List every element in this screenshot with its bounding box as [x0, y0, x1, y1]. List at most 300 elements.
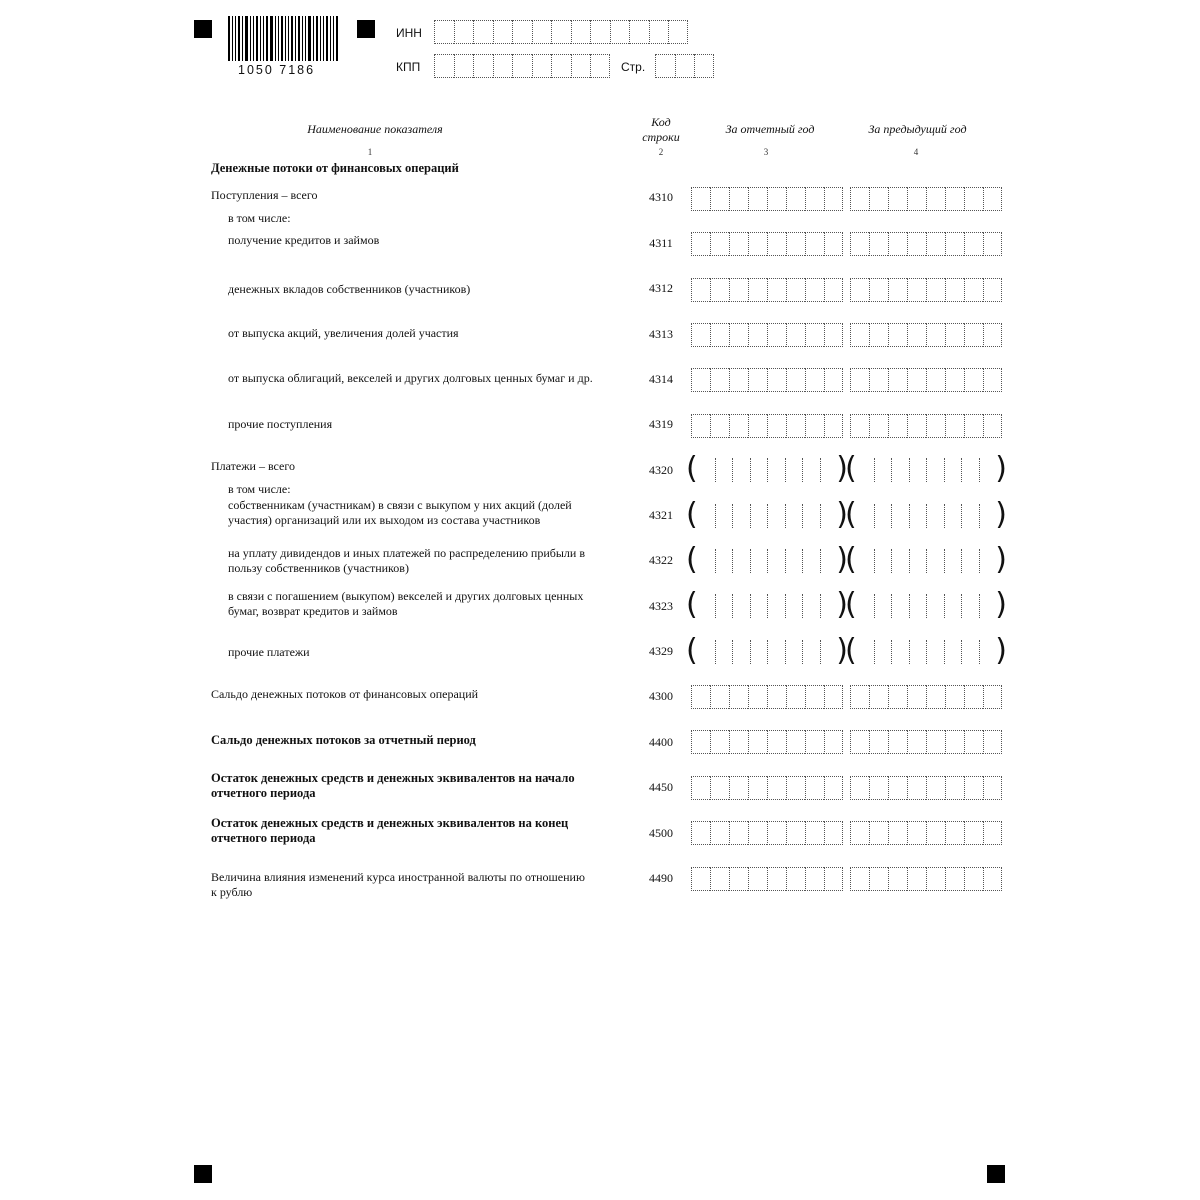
digit-cell[interactable] — [824, 323, 843, 347]
digit-cell[interactable] — [512, 54, 532, 78]
digit-cell[interactable] — [820, 640, 838, 664]
digit-cell[interactable] — [869, 685, 888, 709]
digit-cell[interactable] — [748, 821, 767, 845]
digit-cell[interactable] — [926, 232, 945, 256]
digit-cell[interactable] — [767, 730, 786, 754]
digit-cell[interactable] — [805, 368, 824, 392]
digit-cell[interactable] — [748, 685, 767, 709]
digit-cell[interactable] — [945, 730, 964, 754]
digit-cell[interactable] — [926, 867, 945, 891]
digit-cell[interactable] — [750, 504, 768, 528]
digit-cell[interactable] — [888, 187, 907, 211]
row-4319-current-field[interactable] — [691, 414, 843, 438]
digit-cell[interactable] — [824, 867, 843, 891]
digit-cell[interactable] — [767, 867, 786, 891]
digit-cell[interactable] — [697, 549, 715, 573]
digit-cell[interactable] — [850, 187, 869, 211]
digit-cell[interactable] — [907, 867, 926, 891]
digit-cell[interactable] — [786, 730, 805, 754]
digit-cell[interactable] — [888, 232, 907, 256]
digit-cell[interactable] — [729, 278, 748, 302]
digit-cell[interactable] — [786, 821, 805, 845]
digit-cell[interactable] — [729, 368, 748, 392]
digit-cell[interactable] — [926, 278, 945, 302]
digit-cell[interactable] — [926, 594, 944, 618]
digit-cell[interactable] — [850, 414, 869, 438]
digit-cell[interactable] — [710, 187, 729, 211]
digit-cell[interactable] — [869, 187, 888, 211]
digit-cell[interactable] — [888, 867, 907, 891]
digit-cell[interactable] — [824, 278, 843, 302]
digit-cell[interactable] — [767, 368, 786, 392]
digit-cell[interactable] — [964, 232, 983, 256]
digit-cell[interactable] — [786, 867, 805, 891]
digit-cell[interactable] — [493, 20, 513, 44]
digit-cell[interactable] — [512, 20, 532, 44]
digit-cell[interactable] — [715, 504, 733, 528]
digit-cell[interactable] — [767, 458, 785, 482]
digit-cell[interactable] — [891, 640, 909, 664]
digit-cell[interactable] — [710, 730, 729, 754]
digit-cell[interactable] — [891, 504, 909, 528]
digit-cell[interactable] — [767, 821, 786, 845]
digit-cell[interactable] — [748, 323, 767, 347]
digit-cell[interactable] — [964, 278, 983, 302]
digit-cell[interactable] — [888, 414, 907, 438]
digit-cell[interactable] — [983, 278, 1002, 302]
digit-cell[interactable] — [888, 730, 907, 754]
digit-cell[interactable] — [926, 504, 944, 528]
digit-cell[interactable] — [697, 594, 715, 618]
digit-cell[interactable] — [856, 640, 874, 664]
digit-cell[interactable] — [945, 368, 964, 392]
digit-cell[interactable] — [979, 594, 997, 618]
digit-cell[interactable] — [729, 776, 748, 800]
row-4322-current-field[interactable] — [686, 542, 848, 577]
row-4321-previous-field[interactable] — [845, 497, 1007, 532]
digit-cell[interactable] — [909, 458, 927, 482]
row-4322-previous-field[interactable] — [845, 542, 1007, 577]
digit-cell[interactable] — [850, 278, 869, 302]
digit-cell[interactable] — [715, 640, 733, 664]
digit-cell[interactable] — [729, 187, 748, 211]
digit-cell[interactable] — [850, 730, 869, 754]
row-4320-previous-field[interactable] — [845, 451, 1007, 486]
digit-cell[interactable] — [907, 368, 926, 392]
digit-cell[interactable] — [805, 232, 824, 256]
digit-cell[interactable] — [945, 867, 964, 891]
digit-cell[interactable] — [532, 54, 552, 78]
digit-cell[interactable] — [820, 549, 838, 573]
digit-cell[interactable] — [824, 776, 843, 800]
row-4500-previous-field[interactable] — [850, 821, 1002, 845]
row-4313-current-field[interactable] — [691, 323, 843, 347]
digit-cell[interactable] — [869, 323, 888, 347]
digit-cell[interactable] — [983, 821, 1002, 845]
digit-cell[interactable] — [964, 323, 983, 347]
digit-cell[interactable] — [820, 458, 838, 482]
digit-cell[interactable] — [964, 867, 983, 891]
digit-cell[interactable] — [732, 458, 750, 482]
digit-cell[interactable] — [869, 867, 888, 891]
digit-cell[interactable] — [945, 685, 964, 709]
digit-cell[interactable] — [767, 187, 786, 211]
row-4400-previous-field[interactable] — [850, 730, 1002, 754]
row-4314-previous-field[interactable] — [850, 368, 1002, 392]
digit-cell[interactable] — [786, 368, 805, 392]
digit-cell[interactable] — [571, 54, 591, 78]
digit-cell[interactable] — [983, 368, 1002, 392]
digit-cell[interactable] — [691, 323, 710, 347]
digit-cell[interactable] — [964, 368, 983, 392]
digit-cell[interactable] — [551, 54, 571, 78]
digit-cell[interactable] — [888, 278, 907, 302]
digit-cell[interactable] — [715, 458, 733, 482]
row-4323-current-field[interactable] — [686, 587, 848, 622]
digit-cell[interactable] — [888, 776, 907, 800]
digit-cell[interactable] — [767, 414, 786, 438]
digit-cell[interactable] — [691, 685, 710, 709]
digit-cell[interactable] — [983, 867, 1002, 891]
digit-cell[interactable] — [691, 730, 710, 754]
digit-cell[interactable] — [945, 187, 964, 211]
row-4311-previous-field[interactable] — [850, 232, 1002, 256]
digit-cell[interactable] — [710, 232, 729, 256]
digit-cell[interactable] — [805, 821, 824, 845]
row-4314-current-field[interactable] — [691, 368, 843, 392]
digit-cell[interactable] — [493, 54, 513, 78]
digit-cell[interactable] — [907, 776, 926, 800]
digit-cell[interactable] — [590, 54, 610, 78]
row-4312-current-field[interactable] — [691, 278, 843, 302]
row-4310-current-field[interactable] — [691, 187, 843, 211]
digit-cell[interactable] — [434, 20, 454, 44]
digit-cell[interactable] — [729, 232, 748, 256]
digit-cell[interactable] — [748, 414, 767, 438]
digit-cell[interactable] — [909, 594, 927, 618]
digit-cell[interactable] — [874, 640, 892, 664]
digit-cell[interactable] — [888, 685, 907, 709]
digit-cell[interactable] — [979, 640, 997, 664]
digit-cell[interactable] — [732, 504, 750, 528]
digit-cell[interactable] — [629, 20, 649, 44]
digit-cell[interactable] — [856, 594, 874, 618]
row-4500-current-field[interactable] — [691, 821, 843, 845]
digit-cell[interactable] — [748, 278, 767, 302]
row-4311-current-field[interactable] — [691, 232, 843, 256]
digit-cell[interactable] — [750, 640, 768, 664]
digit-cell[interactable] — [750, 458, 768, 482]
digit-cell[interactable] — [748, 867, 767, 891]
digit-cell[interactable] — [767, 232, 786, 256]
digit-cell[interactable] — [888, 821, 907, 845]
digit-cell[interactable] — [710, 776, 729, 800]
digit-cell[interactable] — [802, 549, 820, 573]
digit-cell[interactable] — [869, 730, 888, 754]
digit-cell[interactable] — [571, 20, 591, 44]
digit-cell[interactable] — [767, 504, 785, 528]
digit-cell[interactable] — [874, 458, 892, 482]
digit-cell[interactable] — [715, 549, 733, 573]
digit-cell[interactable] — [850, 776, 869, 800]
digit-cell[interactable] — [979, 458, 997, 482]
digit-cell[interactable] — [850, 685, 869, 709]
digit-cell[interactable] — [697, 458, 715, 482]
digit-cell[interactable] — [785, 594, 803, 618]
digit-cell[interactable] — [824, 414, 843, 438]
digit-cell[interactable] — [944, 640, 962, 664]
digit-cell[interactable] — [961, 640, 979, 664]
digit-cell[interactable] — [732, 594, 750, 618]
digit-cell[interactable] — [961, 504, 979, 528]
digit-cell[interactable] — [691, 187, 710, 211]
digit-cell[interactable] — [824, 232, 843, 256]
digit-cell[interactable] — [532, 20, 552, 44]
digit-cell[interactable] — [944, 458, 962, 482]
digit-cell[interactable] — [869, 414, 888, 438]
digit-cell[interactable] — [909, 504, 927, 528]
digit-cell[interactable] — [926, 549, 944, 573]
digit-cell[interactable] — [434, 54, 454, 78]
digit-cell[interactable] — [869, 368, 888, 392]
digit-cell[interactable] — [748, 187, 767, 211]
digit-cell[interactable] — [802, 458, 820, 482]
digit-cell[interactable] — [850, 232, 869, 256]
digit-cell[interactable] — [961, 549, 979, 573]
digit-cell[interactable] — [983, 232, 1002, 256]
digit-cell[interactable] — [805, 323, 824, 347]
digit-cell[interactable] — [856, 458, 874, 482]
digit-cell[interactable] — [945, 323, 964, 347]
digit-cell[interactable] — [729, 821, 748, 845]
digit-cell[interactable] — [888, 368, 907, 392]
digit-cell[interactable] — [850, 867, 869, 891]
digit-cell[interactable] — [926, 776, 945, 800]
digit-cell[interactable] — [907, 187, 926, 211]
inn-field[interactable] — [434, 20, 688, 44]
digit-cell[interactable] — [909, 640, 927, 664]
digit-cell[interactable] — [926, 187, 945, 211]
digit-cell[interactable] — [805, 867, 824, 891]
digit-cell[interactable] — [805, 187, 824, 211]
digit-cell[interactable] — [961, 594, 979, 618]
row-4312-previous-field[interactable] — [850, 278, 1002, 302]
digit-cell[interactable] — [926, 685, 945, 709]
digit-cell[interactable] — [767, 549, 785, 573]
row-4323-previous-field[interactable] — [845, 587, 1007, 622]
digit-cell[interactable] — [907, 685, 926, 709]
digit-cell[interactable] — [691, 232, 710, 256]
digit-cell[interactable] — [983, 414, 1002, 438]
digit-cell[interactable] — [805, 730, 824, 754]
digit-cell[interactable] — [926, 821, 945, 845]
digit-cell[interactable] — [869, 278, 888, 302]
digit-cell[interactable] — [983, 730, 1002, 754]
digit-cell[interactable] — [750, 594, 768, 618]
digit-cell[interactable] — [715, 594, 733, 618]
digit-cell[interactable] — [964, 821, 983, 845]
row-4319-previous-field[interactable] — [850, 414, 1002, 438]
digit-cell[interactable] — [691, 278, 710, 302]
digit-cell[interactable] — [668, 20, 688, 44]
digit-cell[interactable] — [944, 504, 962, 528]
digit-cell[interactable] — [729, 685, 748, 709]
digit-cell[interactable] — [820, 504, 838, 528]
digit-cell[interactable] — [786, 232, 805, 256]
digit-cell[interactable] — [983, 776, 1002, 800]
digit-cell[interactable] — [850, 821, 869, 845]
digit-cell[interactable] — [697, 504, 715, 528]
digit-cell[interactable] — [454, 20, 474, 44]
digit-cell[interactable] — [907, 278, 926, 302]
digit-cell[interactable] — [891, 458, 909, 482]
digit-cell[interactable] — [802, 504, 820, 528]
digit-cell[interactable] — [945, 776, 964, 800]
digit-cell[interactable] — [590, 20, 610, 44]
digit-cell[interactable] — [824, 368, 843, 392]
digit-cell[interactable] — [805, 776, 824, 800]
digit-cell[interactable] — [786, 278, 805, 302]
digit-cell[interactable] — [824, 821, 843, 845]
digit-cell[interactable] — [610, 20, 630, 44]
digit-cell[interactable] — [869, 232, 888, 256]
digit-cell[interactable] — [856, 549, 874, 573]
digit-cell[interactable] — [907, 232, 926, 256]
digit-cell[interactable] — [748, 776, 767, 800]
digit-cell[interactable] — [785, 458, 803, 482]
digit-cell[interactable] — [907, 323, 926, 347]
digit-cell[interactable] — [785, 504, 803, 528]
digit-cell[interactable] — [926, 414, 945, 438]
digit-cell[interactable] — [805, 278, 824, 302]
digit-cell[interactable] — [869, 776, 888, 800]
digit-cell[interactable] — [786, 685, 805, 709]
digit-cell[interactable] — [891, 594, 909, 618]
digit-cell[interactable] — [824, 685, 843, 709]
digit-cell[interactable] — [785, 549, 803, 573]
digit-cell[interactable] — [824, 730, 843, 754]
digit-cell[interactable] — [944, 549, 962, 573]
digit-cell[interactable] — [961, 458, 979, 482]
row-4329-current-field[interactable] — [686, 633, 848, 668]
digit-cell[interactable] — [979, 549, 997, 573]
digit-cell[interactable] — [694, 54, 714, 78]
digit-cell[interactable] — [964, 685, 983, 709]
digit-cell[interactable] — [767, 594, 785, 618]
digit-cell[interactable] — [964, 730, 983, 754]
digit-cell[interactable] — [805, 685, 824, 709]
digit-cell[interactable] — [945, 414, 964, 438]
digit-cell[interactable] — [710, 323, 729, 347]
digit-cell[interactable] — [802, 640, 820, 664]
digit-cell[interactable] — [964, 187, 983, 211]
digit-cell[interactable] — [649, 20, 669, 44]
row-4300-previous-field[interactable] — [850, 685, 1002, 709]
row-4329-previous-field[interactable] — [845, 633, 1007, 668]
row-4490-previous-field[interactable] — [850, 867, 1002, 891]
row-4313-previous-field[interactable] — [850, 323, 1002, 347]
digit-cell[interactable] — [710, 821, 729, 845]
digit-cell[interactable] — [729, 414, 748, 438]
digit-cell[interactable] — [785, 640, 803, 664]
row-4490-current-field[interactable] — [691, 867, 843, 891]
digit-cell[interactable] — [909, 549, 927, 573]
digit-cell[interactable] — [820, 594, 838, 618]
digit-cell[interactable] — [945, 821, 964, 845]
row-4300-current-field[interactable] — [691, 685, 843, 709]
digit-cell[interactable] — [767, 776, 786, 800]
digit-cell[interactable] — [748, 368, 767, 392]
digit-cell[interactable] — [874, 549, 892, 573]
kpp-field[interactable] — [434, 54, 610, 78]
row-4450-current-field[interactable] — [691, 776, 843, 800]
digit-cell[interactable] — [926, 458, 944, 482]
row-4450-previous-field[interactable] — [850, 776, 1002, 800]
digit-cell[interactable] — [850, 368, 869, 392]
digit-cell[interactable] — [691, 368, 710, 392]
digit-cell[interactable] — [767, 685, 786, 709]
digit-cell[interactable] — [850, 323, 869, 347]
digit-cell[interactable] — [907, 730, 926, 754]
digit-cell[interactable] — [691, 776, 710, 800]
digit-cell[interactable] — [874, 504, 892, 528]
digit-cell[interactable] — [767, 323, 786, 347]
digit-cell[interactable] — [964, 414, 983, 438]
digit-cell[interactable] — [907, 414, 926, 438]
digit-cell[interactable] — [697, 640, 715, 664]
digit-cell[interactable] — [944, 594, 962, 618]
digit-cell[interactable] — [891, 549, 909, 573]
digit-cell[interactable] — [805, 414, 824, 438]
digit-cell[interactable] — [802, 594, 820, 618]
digit-cell[interactable] — [926, 640, 944, 664]
digit-cell[interactable] — [691, 414, 710, 438]
digit-cell[interactable] — [473, 20, 493, 44]
digit-cell[interactable] — [869, 821, 888, 845]
digit-cell[interactable] — [655, 54, 675, 78]
digit-cell[interactable] — [786, 323, 805, 347]
digit-cell[interactable] — [691, 821, 710, 845]
digit-cell[interactable] — [786, 776, 805, 800]
digit-cell[interactable] — [551, 20, 571, 44]
digit-cell[interactable] — [710, 685, 729, 709]
digit-cell[interactable] — [675, 54, 695, 78]
page-number-field[interactable] — [655, 54, 714, 78]
digit-cell[interactable] — [926, 368, 945, 392]
digit-cell[interactable] — [983, 187, 1002, 211]
digit-cell[interactable] — [732, 640, 750, 664]
digit-cell[interactable] — [874, 594, 892, 618]
digit-cell[interactable] — [786, 187, 805, 211]
digit-cell[interactable] — [748, 730, 767, 754]
row-4321-current-field[interactable] — [686, 497, 848, 532]
digit-cell[interactable] — [710, 867, 729, 891]
digit-cell[interactable] — [710, 414, 729, 438]
digit-cell[interactable] — [856, 504, 874, 528]
digit-cell[interactable] — [729, 730, 748, 754]
digit-cell[interactable] — [710, 368, 729, 392]
row-4320-current-field[interactable] — [686, 451, 848, 486]
digit-cell[interactable] — [767, 640, 785, 664]
digit-cell[interactable] — [888, 323, 907, 347]
digit-cell[interactable] — [824, 187, 843, 211]
row-4400-current-field[interactable] — [691, 730, 843, 754]
digit-cell[interactable] — [473, 54, 493, 78]
digit-cell[interactable] — [983, 323, 1002, 347]
digit-cell[interactable] — [945, 278, 964, 302]
digit-cell[interactable] — [983, 685, 1002, 709]
digit-cell[interactable] — [729, 323, 748, 347]
